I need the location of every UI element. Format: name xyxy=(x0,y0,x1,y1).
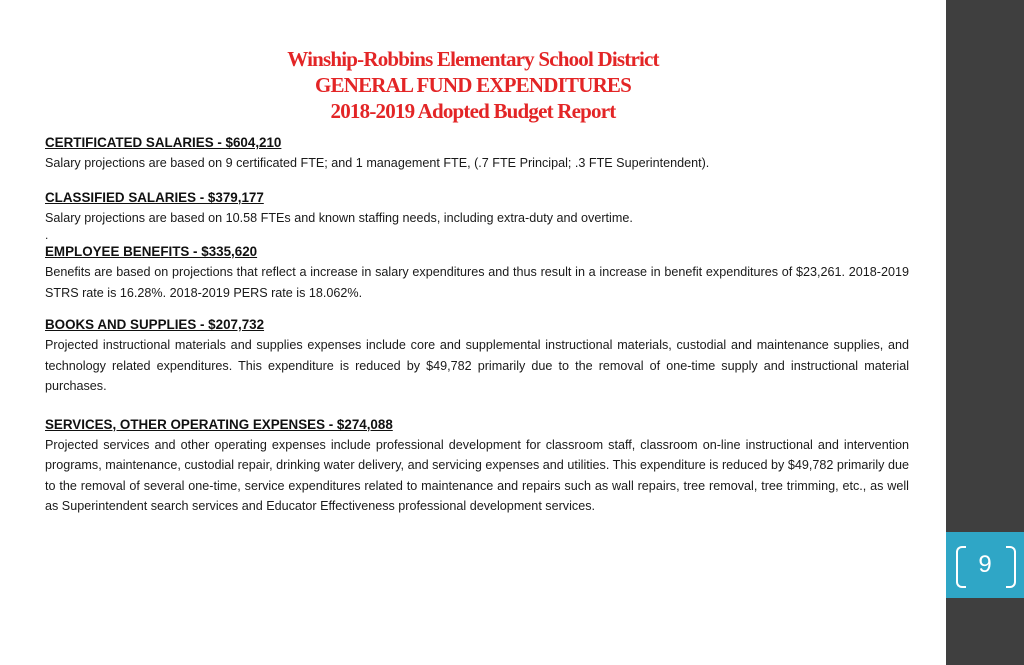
section-services-operating xyxy=(45,415,909,517)
report-subject: GENERAL FUND EXPENDITURES xyxy=(314,73,632,97)
section-heading: BOOKS AND SUPPLIES - $207,732 xyxy=(45,317,265,332)
section-body: Salary projections are based on 10.58 FTEs and known staffing needs, including extra-duty and overtime. xyxy=(45,210,633,225)
section-certificated-salaries xyxy=(45,133,909,174)
section-body: Benefits are based on projections that reflect a increase in salary expenditures and thus result in a increase in benefit expenditures of $23,261. 2018-2019 STRS rate is 16.28%. 2018-2019 PERS rate is 18.062%. xyxy=(45,265,909,300)
page-number-tab xyxy=(946,532,1024,598)
page-number: 9 xyxy=(978,551,992,578)
section-body: Projected instructional materials and supplies expenses include core and supplemental instructional materials, custodial and maintenance supplies, and technology related expenditures. This expenditure is reduced by $49,782 primarily due to the removal of one-time supply and instructional material purchases. xyxy=(45,338,909,393)
section-heading: CLASSIFIED SALARIES - $379,177 xyxy=(45,189,264,205)
section-classified-salaries xyxy=(45,188,909,243)
section-body: Projected services and other operating expenses include professional development for classroom staff, classroom on-line instructional and intervention programs, maintenance, custodial repair, drinking water delivery, and servicing expenses and utilities. This expenditure is reduced by $49,782 primarily due to the removal of several one-time, service expenditures related to maintenance and repairs such as wall repairs, tree removal, tree trimming, etc., as well as Superintendent search services and Educator Effectiveness professional development services. xyxy=(45,437,909,513)
stray-period: . xyxy=(45,228,49,242)
section-body: Salary projections are based on 9 certificated FTE; and 1 management FTE, (.7 FTE Principal; .3 FTE Superintendent). xyxy=(45,156,710,170)
district-name: Winship-Robbins Elementary School District xyxy=(287,47,659,71)
section-heading: SERVICES, OTHER OPERATING EXPENSES - $274,088 xyxy=(45,416,393,432)
right-bracket-icon xyxy=(1006,546,1016,588)
section-heading: EMPLOYEE BENEFITS - $335,620 xyxy=(45,244,258,259)
report-content xyxy=(45,133,909,517)
section-books-supplies xyxy=(45,315,909,397)
report-title xyxy=(0,46,946,124)
section-employee-benefits xyxy=(45,242,909,303)
report-period: 2018-2019 Adopted Budget Report xyxy=(330,99,616,123)
section-heading: CERTIFICATED SALARIES - $604,210 xyxy=(45,135,282,150)
